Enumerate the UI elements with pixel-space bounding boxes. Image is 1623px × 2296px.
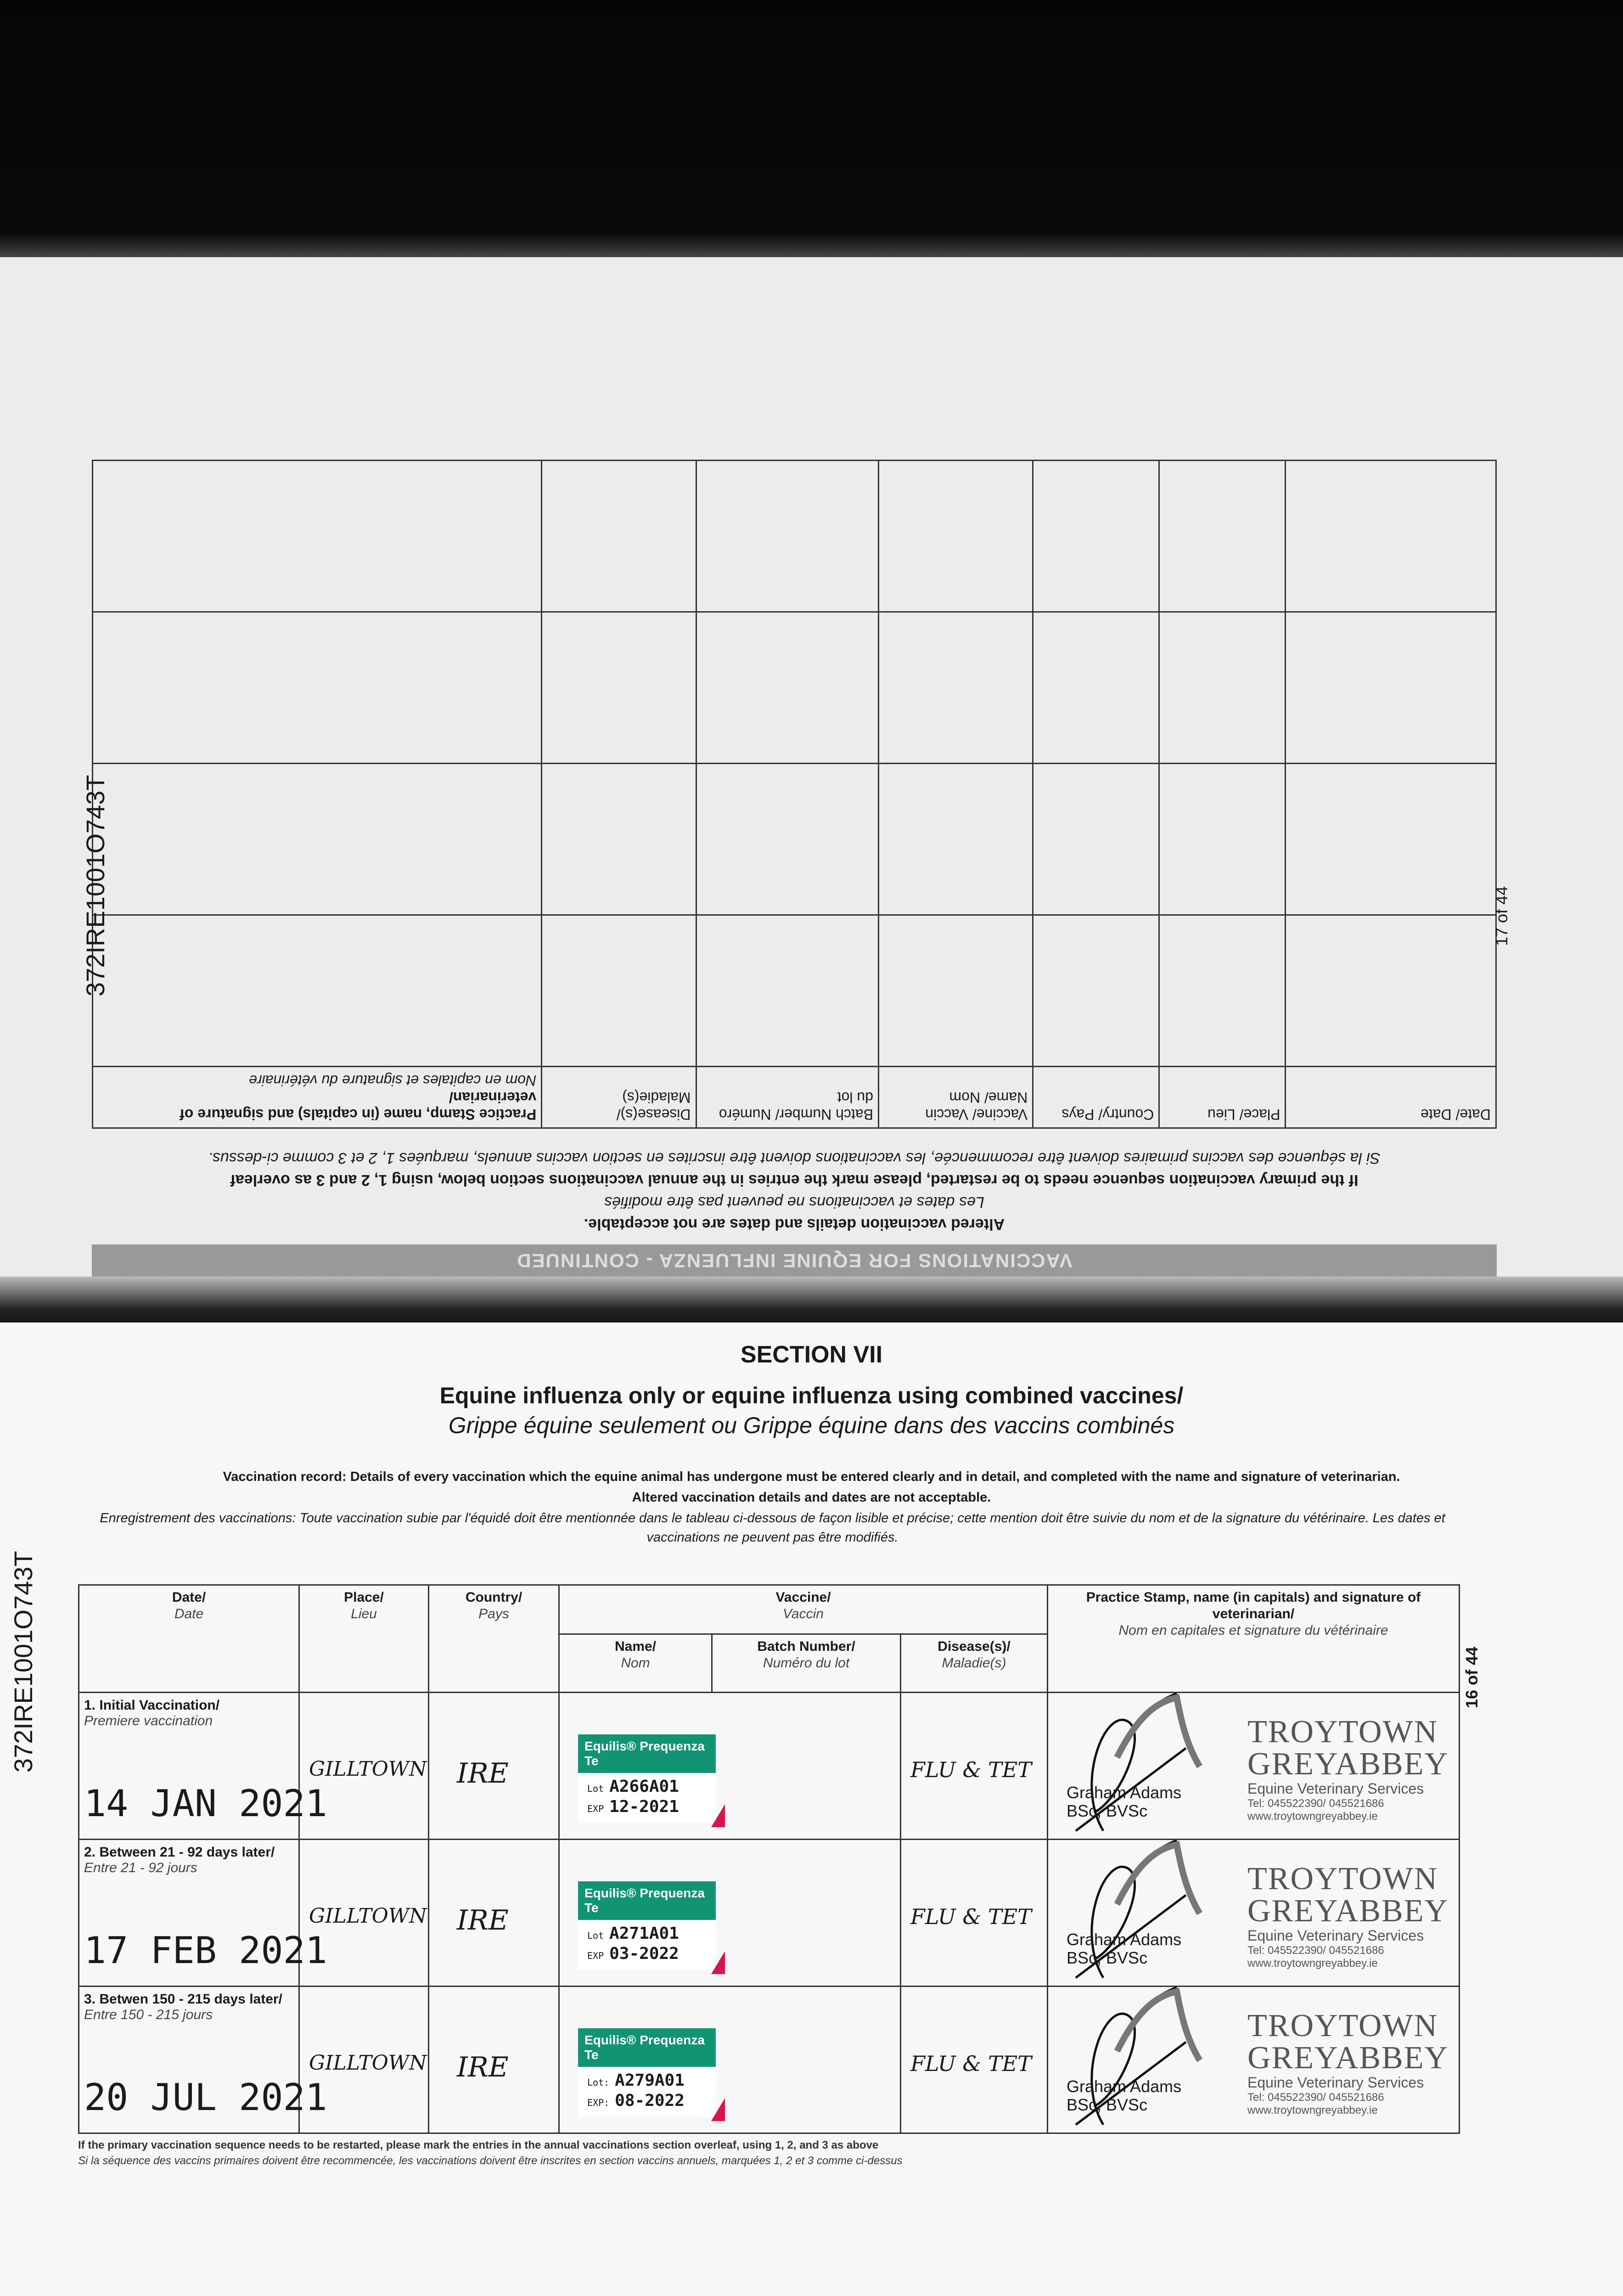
header-country: Country/ Pays <box>1033 1067 1159 1128</box>
batch-number: A271A01 <box>609 1924 679 1943</box>
stamp-cell <box>1048 1840 1460 1986</box>
table-row <box>93 764 1496 915</box>
horse-id-upper: 372IRE1001O743T <box>81 775 110 996</box>
header-batch: Batch Number/ Numéro du lot <box>696 1067 878 1128</box>
vaccine-sticker-cell <box>559 1693 901 1840</box>
vaccine-name: Equilis® Prequenza Te <box>578 2028 716 2067</box>
disease-value: FLU & TET <box>910 2051 1032 2076</box>
place-cell <box>299 1840 429 1986</box>
place-cell <box>299 1693 429 1840</box>
sticker-tab <box>711 1804 725 1827</box>
header-row <box>79 1585 1460 1634</box>
batch-number: A266A01 <box>609 1777 679 1796</box>
scanner-background <box>0 0 1623 276</box>
stamp-line1: TROYTOWN <box>1247 1714 1438 1750</box>
stamp-web: www.troytowngreyabbey.ie <box>1247 2104 1378 2116</box>
header-place: Place/ Lieu <box>299 1585 429 1693</box>
table-row <box>79 1693 1460 1840</box>
practice-stamp <box>1247 2010 1449 2117</box>
header-batch: Batch Number/ Numéro du lot <box>712 1634 901 1693</box>
dose-label-fr: Premiere vaccination <box>84 1713 213 1728</box>
expiry: 03-2022 <box>609 1944 679 1963</box>
stamp-line3: Equine Veterinary Services <box>1247 1927 1424 1944</box>
exp-label: EXP: <box>587 2097 610 2108</box>
country-cell <box>429 1840 559 1986</box>
page-title: Equine influenza only or equine influenza using combined vaccines/ <box>439 1383 1184 1408</box>
note: Les dates et vaccinations ne peuvent pas être modifiés <box>604 1193 984 1211</box>
place-value: GILLTOWN <box>309 1904 427 1928</box>
header-disease: Disease(s)/ Maladie(s) <box>901 1634 1048 1693</box>
sticker-tab <box>711 1951 725 1974</box>
vet-name: Graham Adams BSc, BVSc <box>1067 1930 1182 1967</box>
upper-notes <box>92 1147 1497 1235</box>
header-name: Name/ Nom <box>559 1634 712 1693</box>
vaccine-sticker <box>578 1734 716 1823</box>
header-place: Place/ Lieu <box>1159 1067 1286 1128</box>
page-title-fr: Grippe équine seulement ou Grippe équine dans des vaccins combinés <box>448 1412 1175 1438</box>
note: Si la séquence des vaccins primaires doivent être recommencée, les vaccinations doivent être inscrites en section vaccins annuels, marquées 1, 2 et 3 comme ci-dessus. <box>208 1149 1381 1167</box>
table-row <box>79 1986 1460 2133</box>
place-value: GILLTOWN <box>309 2051 427 2075</box>
stamp-cell <box>1048 1986 1460 2133</box>
section-title: SECTION VII <box>740 1341 883 1368</box>
date-cell <box>79 1840 327 1986</box>
stamp-cell <box>1048 1693 1460 1840</box>
table-row <box>79 1840 1460 1986</box>
intro-fr: Enregistrement des vaccinations: Toute vaccination subie par l'équidé doit être mentionnée dans le tableau ci-dessous de façon lisible et précise; cette mention doit être suivie du nom et de la signature du vétérinaire. Les dates et vaccinations ne peuvent pas être modifiés. <box>100 1511 1445 1545</box>
stamp-line1: TROYTOWN <box>1247 1861 1438 1896</box>
vaccination-date: 17 FEB 2021 <box>84 1929 327 1972</box>
exp-label: EXP <box>587 1950 604 1961</box>
vaccination-date: 20 JUL 2021 <box>84 2076 327 2119</box>
vaccine-sticker <box>578 1881 716 1970</box>
vaccine-sticker-cell <box>559 1840 901 1986</box>
disease-value: FLU & TET <box>910 1757 1032 1782</box>
header-stamp: Practice Stamp, name (in capitals) and signature of veterinarian/ Nom en capitales et signature du vétérinaire <box>93 1067 542 1128</box>
note: If the primary vaccination sequence needs to be restarted, please mark the entries in the annual vaccinations section below, using 1, 2 and 3 as overleaf <box>230 1171 1359 1189</box>
header-date: Date/ Date <box>1286 1067 1496 1128</box>
dose-label-fr: Entre 150 - 215 jours <box>84 2007 213 2022</box>
stamp-web: www.troytowngreyabbey.ie <box>1247 1957 1378 1970</box>
stamp-tel: Tel: 045522390/ 045521686 <box>1247 2091 1384 2104</box>
country-value: IRE <box>457 1904 509 1936</box>
date-cell <box>79 1693 327 1840</box>
dose-label: 3. Betwen 150 - 215 days later/ <box>84 1992 282 2007</box>
intro-2: Altered vaccination details and dates are not acceptable. <box>632 1490 991 1505</box>
header-stamp: Practice Stamp, name (in capitals) and signature of veterinarian/ Nom en capitales et signature du vétérinaire <box>1048 1585 1460 1693</box>
vaccine-sticker-cell <box>559 1986 901 2133</box>
header-vaccine-name: Vaccine/ Vaccin Name/ Nom <box>878 1067 1033 1128</box>
table-row <box>93 461 1496 612</box>
stamp-line2: GREYABBEY <box>1247 1746 1449 1782</box>
expiry: 08-2022 <box>615 2091 685 2110</box>
disease-cell <box>901 1693 1048 1840</box>
country-cell <box>429 1986 559 2133</box>
exp-label: EXP <box>587 1803 604 1814</box>
stamp-tel: Tel: 045522390/ 045521686 <box>1247 1797 1384 1810</box>
stamp-web: www.troytowngreyabbey.ie <box>1247 1810 1378 1823</box>
expiry: 12-2021 <box>609 1797 679 1816</box>
table-row <box>93 612 1496 764</box>
vaccination-date: 14 JAN 2021 <box>84 1782 327 1825</box>
practice-stamp <box>1247 1716 1449 1823</box>
header-date: Date/ Date <box>79 1585 299 1693</box>
stamp-line2: GREYABBEY <box>1247 2040 1449 2076</box>
country-value: IRE <box>457 1757 509 1790</box>
page-number-lower: 16 of 44 <box>1462 1646 1481 1708</box>
stamp-line3: Equine Veterinary Services <box>1247 2074 1424 2091</box>
upper-page-content-inverted <box>92 367 1497 1277</box>
upper-vaccination-table <box>92 460 1497 1129</box>
section-band: VACCINATIONS FOR EQUINE INFLUENZA - CONTINUED <box>92 1244 1497 1277</box>
page-number-upper: 17 of 44 <box>1492 886 1511 946</box>
footer-note: If the primary vaccination sequence needs to be restarted, please mark the entries in the annual vaccinations section overleaf, using 1, 2, and 3 as above Si la séquence des vaccins primaires doivent être recommencée, les vaccinations doivent être inscrites en section vaccins annuels, marquées 1, 2 et 3 comme ci-dessus <box>78 2139 903 2167</box>
header-country: Country/ Pays <box>429 1585 559 1693</box>
header-row <box>93 1067 1496 1128</box>
stamp-line2: GREYABBEY <box>1247 1893 1449 1929</box>
vet-name: Graham Adams BSc, BVSc <box>1067 1783 1182 1820</box>
stamp-tel: Tel: 045522390/ 045521686 <box>1247 1944 1384 1957</box>
dose-label: 1. Initial Vaccination/ <box>84 1698 220 1713</box>
place-cell <box>299 1986 429 2133</box>
vaccine-name: Equilis® Prequenza Te <box>578 1734 716 1773</box>
table-row <box>93 915 1496 1067</box>
vet-name: Graham Adams BSc, BVSc <box>1067 2077 1182 2114</box>
disease-cell <box>901 1840 1048 1986</box>
lot-label: Lot <box>587 1783 604 1794</box>
note: Altered vaccination details and dates are not acceptable. <box>584 1216 1005 1233</box>
country-cell <box>429 1693 559 1840</box>
dose-label: 2. Between 21 - 92 days later/ <box>84 1845 275 1860</box>
vaccine-name: Equilis® Prequenza Te <box>578 1881 716 1920</box>
disease-cell <box>901 1986 1048 2133</box>
stamp-line3: Equine Veterinary Services <box>1247 1780 1424 1797</box>
lot-label: Lot <box>587 1930 604 1941</box>
horse-id-lower: 372IRE1001O743T <box>9 1551 38 1773</box>
sticker-tab <box>711 2098 725 2121</box>
header-vaccine: Vaccine/ Vaccin <box>559 1585 1048 1634</box>
date-cell <box>79 1986 327 2133</box>
intro: Vaccination record: Details of every vaccination which the equine animal has undergone must be entered clearly and in detail, and completed with the name and signature of veterinarian. <box>223 1469 1400 1484</box>
country-value: IRE <box>457 2051 509 2083</box>
disease-value: FLU & TET <box>910 1904 1032 1929</box>
batch-number: A279A01 <box>615 2071 685 2090</box>
dose-label-fr: Entre 21 - 92 jours <box>84 1860 197 1875</box>
vaccination-table <box>78 1584 1460 2134</box>
vaccine-sticker <box>578 2028 716 2116</box>
lot-label: Lot: <box>587 2077 610 2088</box>
practice-stamp <box>1247 1863 1449 1970</box>
header-disease: Disease(s)/ Maladie(s) <box>542 1067 696 1128</box>
place-value: GILLTOWN <box>309 1757 427 1781</box>
stamp-line1: TROYTOWN <box>1247 2008 1438 2043</box>
